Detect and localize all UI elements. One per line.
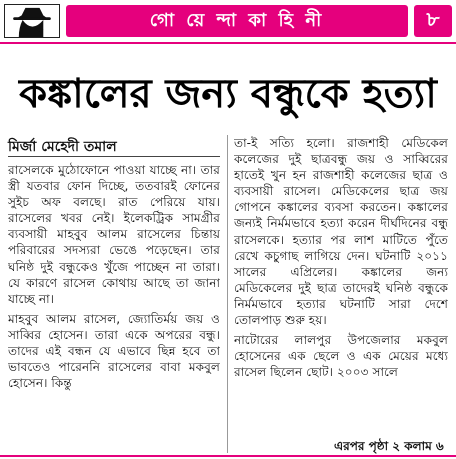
author-byline: মির্জা মেহেদী তমাল <box>8 139 117 155</box>
page-header <box>0 0 456 42</box>
header-divider <box>0 42 456 44</box>
section-banner: গো য়ে ন্দা কা হি নী <box>66 5 408 37</box>
detective-silhouette-icon <box>4 4 60 38</box>
page-number-badge: ৮ <box>414 5 452 37</box>
paragraph: রাসেলকে মুঠোফোনে পাওয়া যাচ্ছে না। তার স্ত্রী যতবার ফোন দিচ্ছে, ততবারই ফোনের সুইচ অফ বলছে। রাত পেরিয়ে যায়। রাসেলের খবর নেই। ইলেকট্রিক সামগ্রীর ব্যবসায়ী মাহবুব আলম রাসেলের চিন্তায় পরিবারের সদস্যরা ভেঙে পড়েছেন। তার ঘনিষ্ঠ দুই বন্ধুকেও খুঁজে পাচ্ছেন না তারা। যে কারণে রাসেল কোথায় আছে তা জানা যাচ্ছে না। <box>8 163 220 306</box>
paragraph: তা-ই সত্যি হলো। রাজশাহী মেডিকেল কলেজের দুই ছাত্রবন্ধু জয় ও সাব্বিরের হাতেই খুন হন রাজশাহী কলেজের ছাত্র ও ব্যবসায়ী রাসেল। মেডিকেলের ছাত্র জয় গোপনে কঙ্কালের ব্যবসা করতেন। কঙ্কালের জন্যই নির্মমভাবে হত্যা করেন দীর্ঘদিনের বন্ধু রাসেলকে। হত্যার পর লাশ মাটিতে পুঁতে রেখে কচুগাছ লাগিয়ে দেন। ঘটনাটি ২০১১ সালের এপ্রিলের। কঙ্কালের জন্য মেডিকেলের দুই ছাত্র তাদেরই ঘনিষ্ঠ বন্ধুকে নির্মমভাবে হত্যার ঘটনাটি সারা দেশে তোলপাড় শুরু হয়। <box>234 136 448 328</box>
article-column-right <box>234 135 448 439</box>
paragraph: মাহবুব আলম রাসেল, জ্যোতির্ময় জয় ও সাব্বির হোসেন। তারা একে অপরের বন্ধু। তাদের এই বন্ধন যে এভাবে ছিন্ন হবে তা ভাবতেও পারেননি রাসেলের বাবা মকবুল হোসেন। কিন্তু <box>8 311 220 391</box>
article-headline: কঙ্কালের জন্য বন্ধুকে হত্যা <box>19 70 437 117</box>
column-divider <box>227 135 228 453</box>
byline-underline <box>8 156 220 157</box>
paragraph: নাটোরের লালপুর উপজেলার মকবুল হোসেনের এক ছেলে ও এক মেয়ের মধ্যে রাসেল ছিলেন ছোট। ২০০৩ সালে <box>234 333 448 380</box>
article-column-left <box>8 162 220 454</box>
continued-on-page-label: এরপর পৃষ্ঠা ২ কলাম ৬ <box>334 439 444 453</box>
footer-divider <box>0 455 456 457</box>
